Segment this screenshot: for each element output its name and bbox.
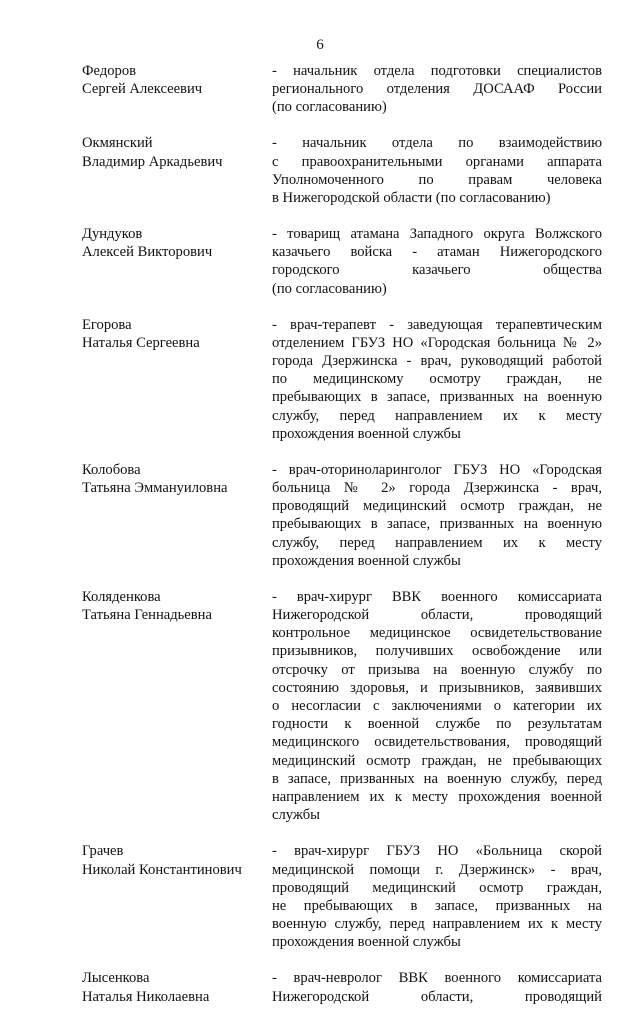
position-line: службу, перед направлением их к месту (272, 534, 602, 551)
position-line: в Нижегородской области (по согласованию) (272, 190, 551, 207)
member-given-names: Сергей Алексеевич (82, 81, 203, 98)
position-line: городского казачьего общества (272, 262, 602, 279)
member-entry (82, 842, 602, 951)
member-position (272, 134, 602, 207)
position-line: больница № 2» города Дзержинска - врач, (272, 480, 602, 497)
member-given-names: Татьяна Эммануиловна (82, 480, 228, 497)
position-line: прохождения военной службы (272, 934, 461, 951)
member-surname: Лысенкова (82, 970, 150, 987)
page-number: 6 (316, 37, 324, 53)
member-entry (82, 316, 602, 443)
position-line: отделением ГБУЗ НО «Городская больница № 2» (272, 334, 602, 351)
position-line: призывников, получивших освобождение или (272, 643, 602, 660)
position-line: пребывающих в запасе, призванных на военную (272, 516, 602, 533)
member-surname: Грачев (82, 843, 124, 860)
position-line: регионального отделения ДОСААФ России (272, 81, 602, 98)
position-line: с правоохранительными органами аппарата (272, 153, 602, 170)
position-line: военную службу, перед направлением их к месту (272, 916, 602, 933)
position-line: направлением их к месту прохождения военной (272, 789, 602, 806)
position-line: проводящий медицинский осмотр граждан, (272, 879, 602, 896)
position-line: о несогласии с заключениями о категории их (272, 698, 602, 715)
member-name (82, 969, 272, 1005)
member-name (82, 842, 272, 951)
member-position (272, 969, 602, 1005)
position-line: Нижегородской области, проводящий (272, 607, 602, 624)
position-line: - врач-терапевт - заведующая терапевтическим (272, 316, 602, 333)
position-line: казачьего войска - атаман Нижегородского (272, 244, 602, 261)
position-line: контрольное медицинское освидетельствование (272, 625, 602, 642)
member-position (272, 461, 602, 570)
member-entry (82, 62, 602, 117)
member-surname: Окмянский (82, 135, 153, 152)
position-line: - начальник отдела по взаимодействию (272, 135, 602, 152)
member-entry (82, 134, 602, 207)
member-name (82, 316, 272, 443)
position-line: - начальник отдела подготовки специалистов (272, 63, 602, 79)
position-line: Нижегородской области, проводящий (272, 988, 602, 1005)
member-position (272, 588, 602, 825)
position-line: - врач-невролог ВВК военного комиссариата (272, 970, 602, 987)
member-position (272, 842, 602, 951)
position-line: службы (272, 807, 320, 824)
position-line: Уполномоченного по правам человека (272, 171, 602, 188)
member-surname: Федоров (82, 63, 137, 79)
position-line: не пребывающих в запасе, призванных на (272, 897, 602, 914)
member-name (82, 62, 272, 117)
position-line: пребывающих в запасе, призванных на военную (272, 389, 602, 406)
member-position (272, 225, 602, 298)
commission-member-list (82, 62, 602, 1024)
position-line: (по согласованию) (272, 280, 387, 297)
member-name (82, 225, 272, 298)
position-line: состоянию здоровья, и призывников, заявивших (272, 679, 602, 696)
member-name (82, 461, 272, 570)
member-surname: Дундуков (82, 226, 143, 243)
member-surname: Егорова (82, 316, 132, 333)
member-position (272, 62, 602, 117)
member-entry (82, 588, 602, 825)
position-line: - врач-хирург ВВК военного комиссариата (272, 588, 602, 605)
position-line: в запасе, призванных на военную службу, перед (272, 770, 602, 787)
position-line: (по согласованию) (272, 99, 387, 116)
member-given-names: Владимир Аркадьевич (82, 153, 223, 170)
position-line: - товарищ атамана Западного округа Волжского (272, 226, 602, 243)
member-surname: Коляденкова (82, 588, 161, 605)
position-line: проводящий медицинский осмотр граждан, не (272, 498, 602, 515)
position-line: медицинской помощи г. Дзержинск» - врач, (272, 861, 602, 878)
member-given-names: Николай Константинович (82, 861, 242, 878)
member-name (82, 588, 272, 825)
member-entry (82, 461, 602, 570)
member-given-names: Наталья Николаевна (82, 988, 210, 1005)
position-line: - врач-оториноларинголог ГБУЗ НО «Городская (272, 461, 602, 478)
position-line: годности к военной службе по результатам (272, 716, 602, 733)
position-line: медицинский осмотр граждан, не пребывающих (272, 752, 602, 769)
member-given-names: Татьяна Геннадьевна (82, 607, 212, 624)
member-entry (82, 969, 602, 1005)
member-given-names: Наталья Сергеевна (82, 334, 200, 351)
member-position (272, 316, 602, 443)
position-line: прохождения военной службы (272, 425, 461, 442)
member-given-names: Алексей Викторович (82, 244, 213, 261)
member-entry (82, 225, 602, 298)
position-line: по медицинскому осмотру граждан, не (272, 371, 602, 388)
position-line: отсрочку от призыва на военную службу по (272, 661, 602, 678)
member-surname: Колобова (82, 461, 141, 478)
position-line: прохождения военной службы (272, 552, 461, 569)
position-line: города Дзержинска - врач, руководящий работой (272, 353, 602, 370)
position-line: службу, перед направлением их к месту (272, 407, 602, 424)
member-name (82, 134, 272, 207)
position-line: - врач-хирург ГБУЗ НО «Больница скорой (272, 843, 602, 860)
position-line: медицинского освидетельствования, проводящий (272, 734, 602, 751)
